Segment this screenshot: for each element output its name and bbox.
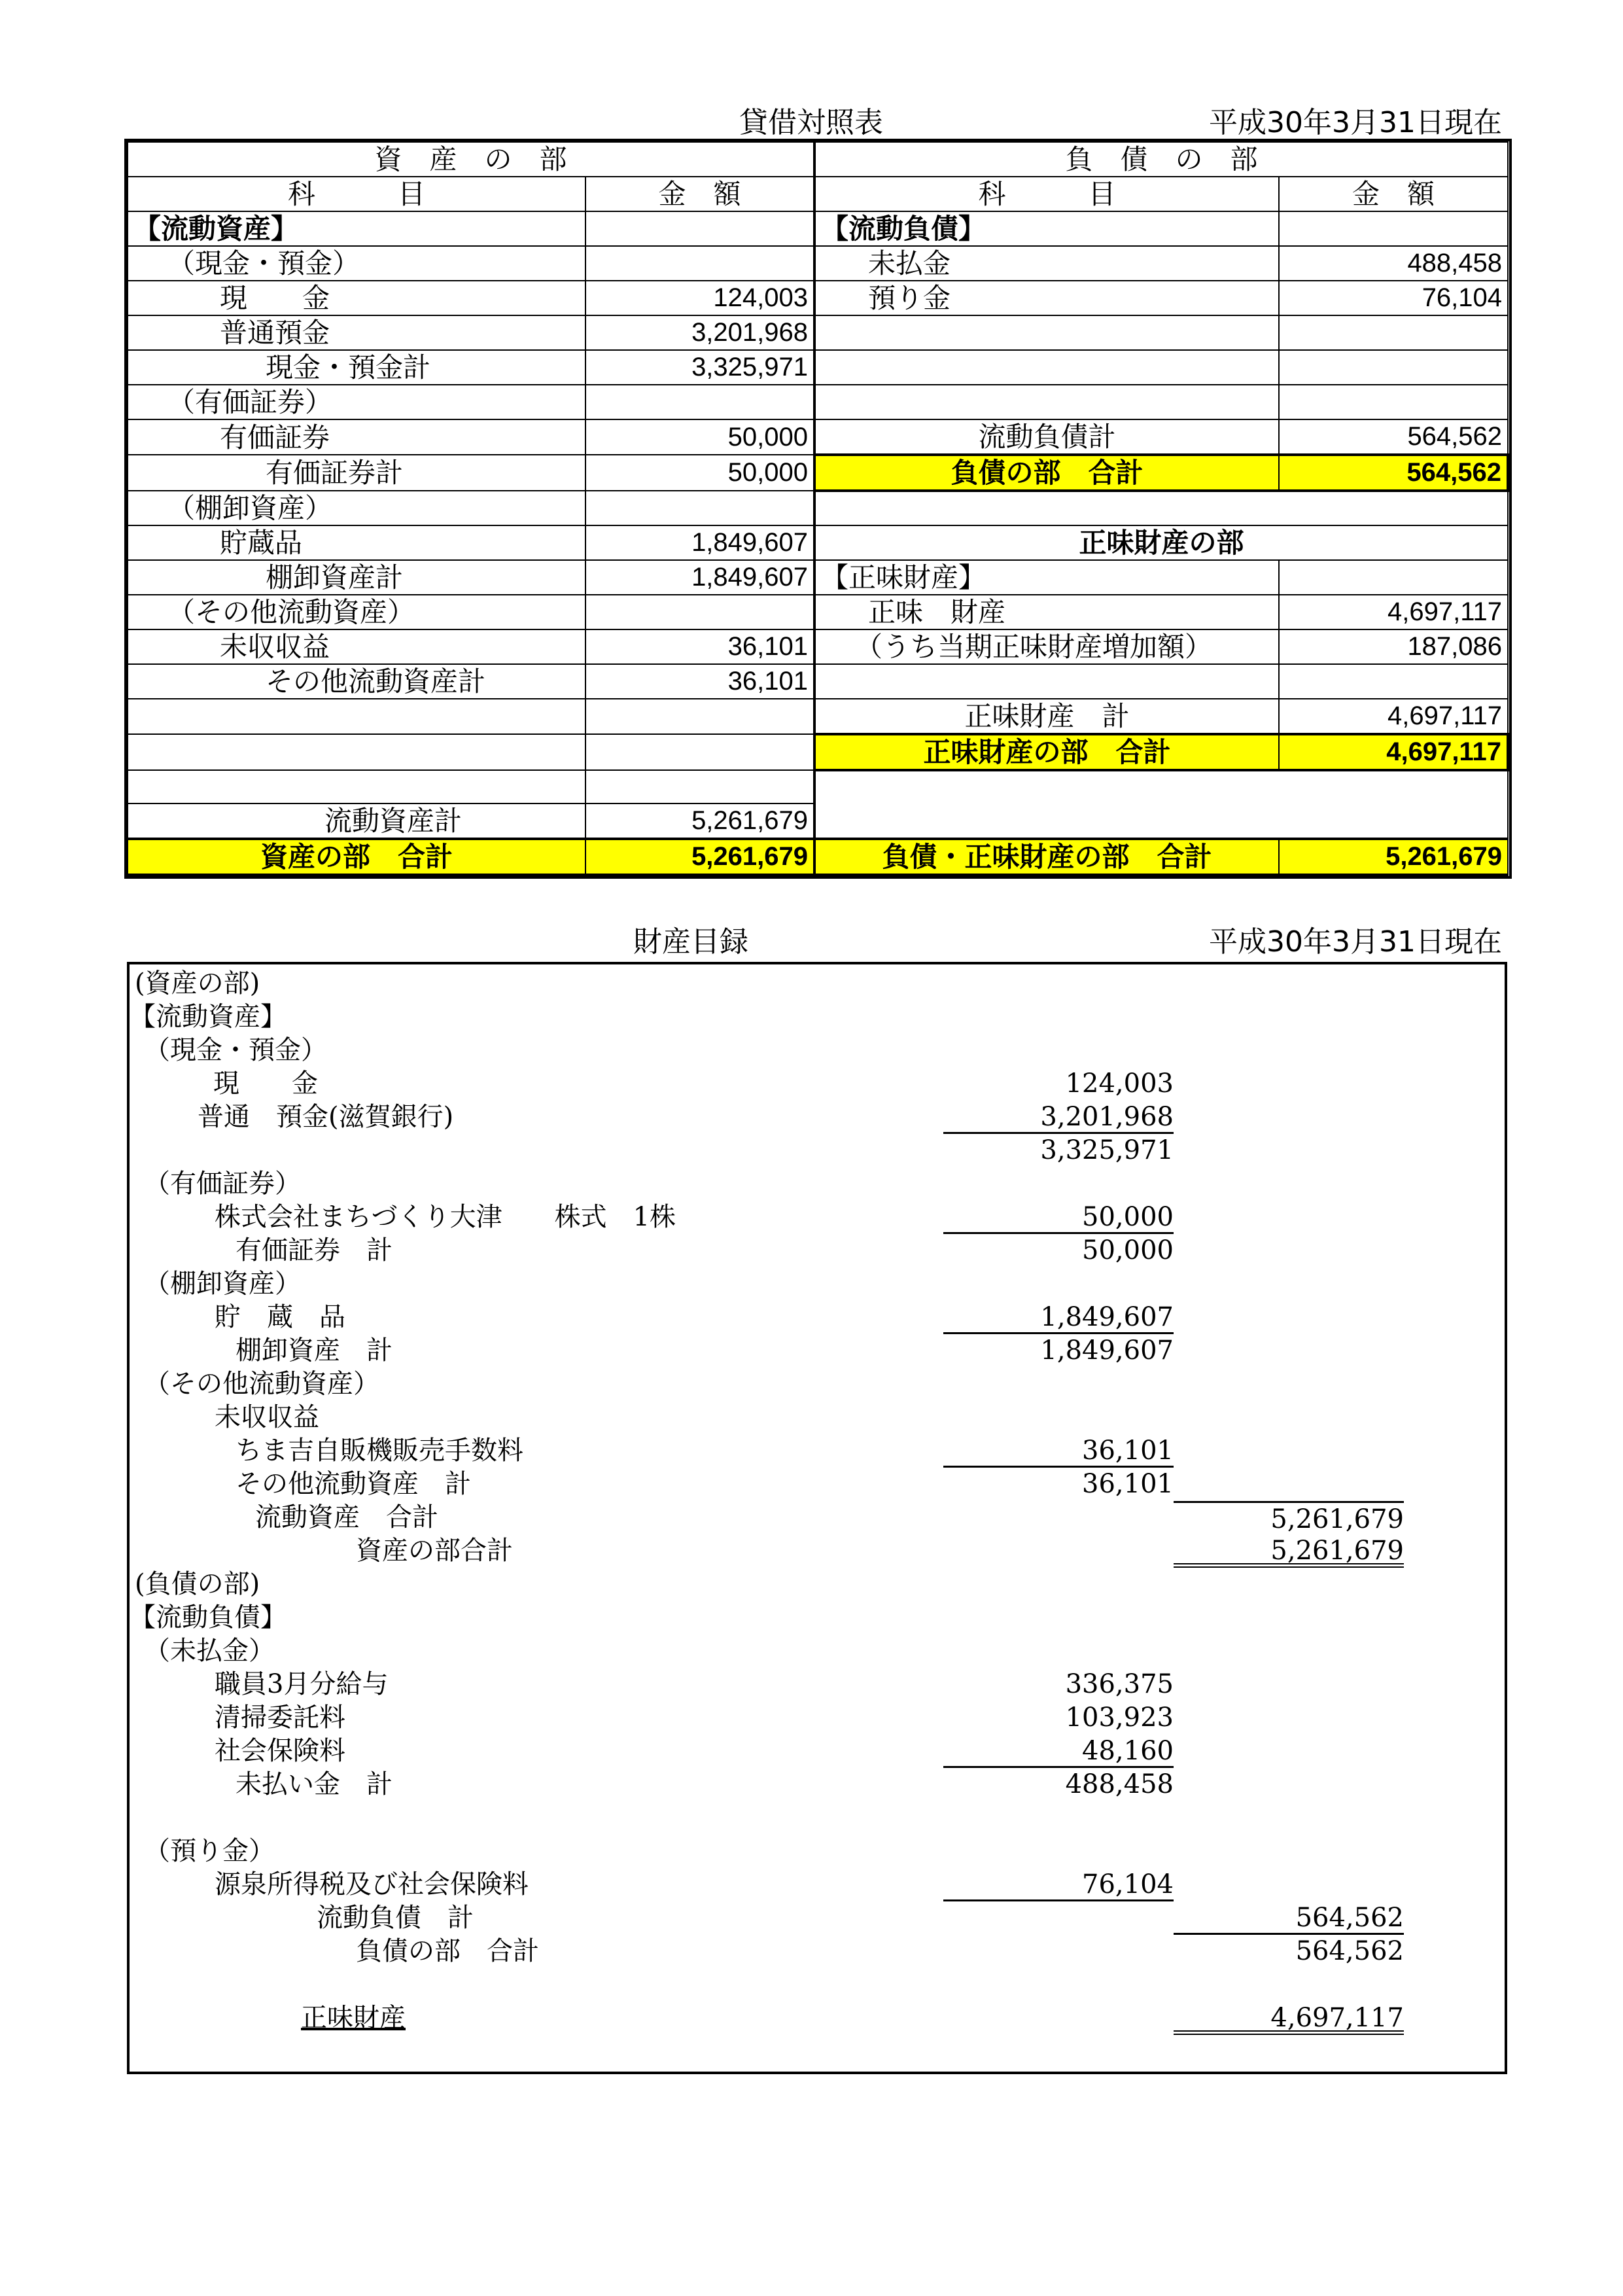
list-item — [130, 1368, 1505, 1401]
inventory-total: 5,261,679 — [1174, 1534, 1404, 1568]
table-row — [128, 664, 1508, 699]
inventory-label: (資産の部) — [135, 968, 260, 998]
asset-label — [128, 770, 585, 804]
inventory-value: 336,375 — [1065, 1669, 1174, 1699]
list-item — [130, 1234, 1505, 1267]
list-item — [130, 1634, 1505, 1668]
grand-total-row — [128, 839, 1508, 875]
asset-value — [585, 770, 814, 804]
asset-value — [585, 385, 814, 419]
liability-label — [814, 350, 1279, 385]
inventory-title: 財産目録 — [633, 925, 748, 959]
liability-label: 流動負債計 — [814, 419, 1279, 455]
list-item — [130, 1134, 1505, 1167]
assets-header: 資 産 の 部 — [128, 142, 814, 177]
liability-blank-cell — [814, 770, 1508, 839]
list-item — [130, 1167, 1505, 1201]
liability-value: 76,104 — [1279, 281, 1508, 315]
list-item — [130, 1534, 1505, 1568]
asset-value: 1,849,607 — [585, 525, 814, 560]
inventory-total: 5,261,679 — [1174, 1501, 1404, 1534]
asset-label: 現金・預金計 — [128, 350, 585, 385]
inventory-label: 未収収益 — [215, 1402, 319, 1432]
inventory-label: （棚卸資産） — [144, 1269, 301, 1299]
asset-label: （現金・預金） — [128, 246, 585, 281]
inventory-label: 貯 蔵 品 — [215, 1302, 345, 1332]
table-row — [128, 281, 1508, 315]
list-item — [130, 1434, 1505, 1468]
asset-value: 124,003 — [585, 281, 814, 315]
inventory-subtotal: 1,849,607 — [1040, 1335, 1174, 1366]
list-item — [130, 1868, 1505, 1901]
liability-label: 正味財産 計 — [814, 699, 1279, 734]
asset-value — [585, 699, 814, 734]
liability-value — [1279, 560, 1508, 595]
inventory-label: 現 金 — [213, 1069, 318, 1099]
list-item — [130, 1301, 1505, 1334]
asset-label: （棚卸資産） — [128, 491, 585, 525]
table-row — [128, 595, 1508, 629]
liability-label: 正味 財産 — [814, 595, 1279, 629]
inventory-label: 負債の部 合計 — [356, 1936, 539, 1966]
asset-value: 36,101 — [585, 664, 814, 699]
list-item — [130, 1101, 1505, 1134]
inventory-label: 職員3月分給与 — [215, 1669, 389, 1699]
table-row — [128, 699, 1508, 734]
col-amount-liabilities: 金 額 — [1279, 177, 1508, 211]
balance-sheet-table — [127, 141, 1509, 876]
table-row — [128, 491, 1508, 525]
inventory-value: 50,000 — [943, 1201, 1174, 1234]
asset-subtotal-label: 流動資産計 — [128, 804, 585, 839]
liability-value: 564,562 — [1279, 419, 1508, 455]
inventory-value: 1,849,607 — [943, 1301, 1174, 1334]
table-row — [128, 770, 1508, 804]
balance-sheet-date: 平成30年3月31日現在 — [1209, 106, 1502, 139]
net-assets-value: 4,697,117 — [1174, 2002, 1404, 2035]
liability-label — [814, 491, 1508, 525]
asset-label: 【流動資産】 — [128, 211, 585, 246]
liability-value — [1279, 350, 1508, 385]
liability-label: 【正味財産】 — [814, 560, 1279, 595]
inventory-value: 103,923 — [1065, 1703, 1174, 1733]
balance-sheet-title: 貸借対照表 — [739, 106, 883, 139]
liability-label: 未払金 — [814, 246, 1279, 281]
asset-label: その他流動資産計 — [128, 664, 585, 699]
inventory-label: （その他流動資産） — [144, 1369, 379, 1399]
inventory-label: 流動資産 合計 — [255, 1502, 438, 1532]
liability-value: 4,697,117 — [1279, 699, 1508, 734]
liability-value: 488,458 — [1279, 246, 1508, 281]
liability-value: 4,697,117 — [1279, 595, 1508, 629]
inventory-label: ちま吉自販機販売手数料 — [236, 1436, 523, 1466]
asset-label: 普通預金 — [128, 315, 585, 350]
liability-label — [814, 664, 1279, 699]
asset-grand-total-value: 5,261,679 — [585, 839, 814, 875]
inventory-subtotal: 50,000 — [1082, 1235, 1174, 1265]
asset-value — [585, 491, 814, 525]
asset-value: 3,325,971 — [585, 350, 814, 385]
asset-label — [128, 734, 585, 770]
list-item — [130, 1701, 1505, 1735]
list-item — [130, 1835, 1505, 1868]
liability-total-label: 負債の部 合計 — [814, 455, 1279, 491]
asset-value: 1,849,607 — [585, 560, 814, 595]
table-row — [128, 455, 1508, 491]
inventory-label: 棚卸資産 計 — [236, 1335, 393, 1366]
asset-label: （有価証券） — [128, 385, 585, 419]
list-item — [130, 1401, 1505, 1434]
inventory-label: 源泉所得税及び社会保険料 — [215, 1869, 529, 1899]
asset-value — [585, 734, 814, 770]
inventory-total: 564,562 — [1174, 1901, 1404, 1935]
inventory-label: 【流動負債】 — [130, 1602, 287, 1633]
inventory-subtotal: 3,325,971 — [1040, 1135, 1174, 1165]
asset-value — [585, 595, 814, 629]
asset-label: （その他流動資産） — [128, 595, 585, 629]
liability-value — [1279, 664, 1508, 699]
inventory-label: 有価証券 計 — [236, 1235, 393, 1265]
list-item — [130, 1901, 1505, 1935]
inventory-value: 76,104 — [943, 1868, 1174, 1901]
liability-label — [814, 385, 1279, 419]
list-item — [130, 1768, 1505, 1801]
list-item — [130, 1000, 1505, 1034]
asset-label — [128, 699, 585, 734]
inventory-label: 株式会社まちづくり大津 株式 1株 — [215, 1202, 676, 1232]
list-item — [130, 1668, 1505, 1701]
inventory-label: 【流動資産】 — [130, 1002, 287, 1032]
net-assets-total-label: 正味財産の部 合計 — [814, 734, 1279, 770]
table-row — [128, 315, 1508, 350]
asset-grand-total-label: 資産の部 合計 — [128, 839, 585, 875]
net-assets-total-value: 4,697,117 — [1279, 734, 1508, 770]
list-item — [130, 1601, 1505, 1634]
list-item — [130, 1267, 1505, 1301]
table-row — [128, 385, 1508, 419]
col-item-assets: 科 目 — [128, 177, 585, 211]
inventory-label: （未払金） — [144, 1636, 275, 1666]
inventory-label: （預り金） — [144, 1836, 275, 1866]
inventory-label: （現金・預金） — [144, 1035, 327, 1065]
asset-value: 50,000 — [585, 419, 814, 455]
col-amount-assets: 金 額 — [585, 177, 814, 211]
inventory-label: 清掃委託料 — [215, 1703, 345, 1733]
table-row — [128, 350, 1508, 385]
inventory-subtotal: 36,101 — [1082, 1469, 1174, 1499]
asset-label: 棚卸資産計 — [128, 560, 585, 595]
liability-label: 【流動負債】 — [814, 211, 1279, 246]
list-item — [130, 1201, 1505, 1234]
list-item — [130, 967, 1505, 1000]
asset-value: 36,101 — [585, 629, 814, 664]
col-item-liabilities: 科 目 — [814, 177, 1279, 211]
liability-label: （うち当期正味財産増加額） — [814, 629, 1279, 664]
column-header-row — [128, 177, 1508, 211]
table-row — [128, 560, 1508, 595]
inventory-label: （有価証券） — [144, 1169, 301, 1199]
inventory-label: その他流動資産 計 — [236, 1469, 471, 1499]
inventory-label: (負債の部) — [135, 1569, 260, 1599]
list-item — [130, 1735, 1505, 1768]
inventory-label: 未払い金 計 — [236, 1769, 393, 1799]
liability-grand-total-label: 負債・正味財産の部 合計 — [814, 839, 1279, 875]
list-item — [130, 1568, 1505, 1601]
inventory-label: 流動負債 計 — [317, 1903, 474, 1933]
inventory-box — [127, 962, 1507, 2074]
table-row — [128, 246, 1508, 281]
asset-label: 未収収益 — [128, 629, 585, 664]
liability-grand-total-value: 5,261,679 — [1279, 839, 1508, 875]
inventory-total: 564,562 — [1295, 1936, 1404, 1966]
liability-total-value: 564,562 — [1279, 455, 1508, 491]
list-item — [130, 1334, 1505, 1368]
table-row — [128, 629, 1508, 664]
inventory-date: 平成30年3月31日現在 — [1209, 925, 1502, 959]
liability-label: 預り金 — [814, 281, 1279, 315]
liability-value — [1279, 211, 1508, 246]
inventory-label: 普通 預金(滋賀銀行) — [198, 1102, 454, 1132]
asset-value: 50,000 — [585, 455, 814, 491]
table-row — [128, 211, 1508, 246]
asset-label: 有価証券 — [128, 419, 585, 455]
inventory-subtotal: 488,458 — [1065, 1769, 1174, 1799]
list-item — [130, 1034, 1505, 1067]
asset-label: 有価証券計 — [128, 455, 585, 491]
asset-value — [585, 246, 814, 281]
net-assets-header: 正味財産の部 — [814, 525, 1508, 560]
inventory-label: 資産の部合計 — [356, 1536, 513, 1566]
list-item — [130, 1935, 1505, 1968]
liability-value — [1279, 315, 1508, 350]
net-assets-label: 正味財産 — [301, 2003, 406, 2033]
list-item — [130, 1067, 1505, 1101]
inventory-label: 社会保険料 — [215, 1736, 345, 1766]
liability-label — [814, 315, 1279, 350]
asset-subtotal-value: 5,261,679 — [585, 804, 814, 839]
list-item — [130, 1501, 1505, 1534]
liability-value: 187,086 — [1279, 629, 1508, 664]
table-row — [128, 734, 1508, 770]
inventory-value: 36,101 — [943, 1434, 1174, 1468]
list-item — [130, 2002, 1505, 2035]
asset-label: 現 金 — [128, 281, 585, 315]
inventory-value: 3,201,968 — [943, 1101, 1174, 1134]
section-header-row — [128, 142, 1508, 177]
asset-label: 貯蔵品 — [128, 525, 585, 560]
table-row — [128, 525, 1508, 560]
liabilities-header: 負 債 の 部 — [814, 142, 1508, 177]
list-item — [130, 1468, 1505, 1501]
inventory-value: 124,003 — [1065, 1069, 1174, 1099]
liability-value — [1279, 385, 1508, 419]
asset-value: 3,201,968 — [585, 315, 814, 350]
inventory-value: 48,160 — [943, 1735, 1174, 1768]
asset-value — [585, 211, 814, 246]
table-row — [128, 419, 1508, 455]
